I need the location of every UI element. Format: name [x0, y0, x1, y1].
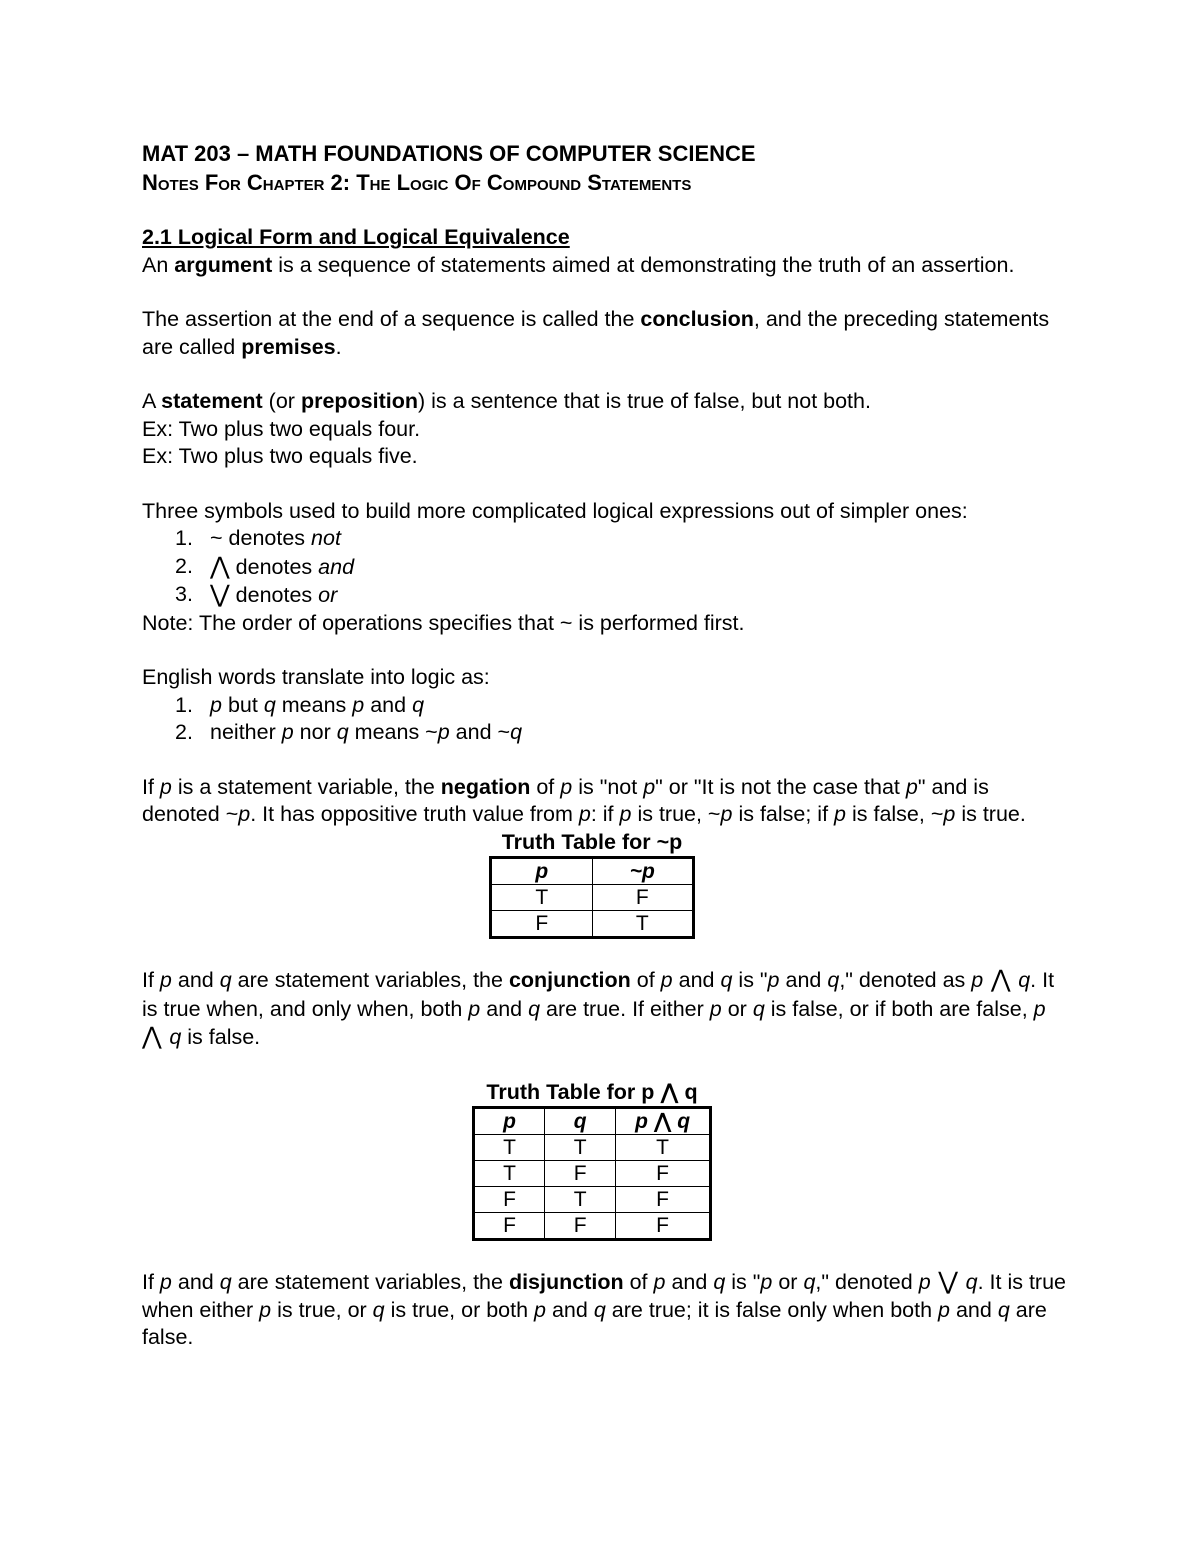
list-item: 3. ⋁ denotes or — [175, 580, 338, 608]
table-cell: F — [474, 1213, 545, 1240]
disjunction-paragraph: If p and q are statement variables, the disjunction of p and q is "p or q," denoted p ⋁ q. It is true when either p is true, or q is true, or both p and q are true; it is false only when both p and q are false. — [142, 1267, 1066, 1349]
symbols-list — [142, 525, 1072, 610]
table-row — [474, 1161, 711, 1187]
table-row — [491, 911, 694, 938]
order-note: Note: The order of operations specifies that ~ is performed first. — [142, 610, 745, 635]
table-row — [474, 1213, 711, 1240]
list-item: 1. p but q means p and q — [175, 692, 425, 717]
column-header: p — [474, 1108, 545, 1135]
table-cell: F — [616, 1161, 711, 1187]
page-content — [142, 140, 1072, 1352]
conjunction-paragraph: If p and q are statement variables, the conjunction of p and q is "p and q," denoted as p ⋀ q. It is true when, and only when, both p and q are true. If either p or q is false, or if both are false, p ⋀ q is false. — [142, 965, 1055, 1050]
symbols-intro: Three symbols used to build more complicated logical expressions out of simpler ones: — [142, 498, 968, 523]
example-line: Ex: Two plus two equals five. — [142, 444, 418, 468]
table-cell: T — [474, 1161, 545, 1187]
column-header: p ⋀ q — [616, 1108, 711, 1135]
english-list — [142, 692, 1072, 747]
table-cell: F — [491, 911, 593, 938]
argument-paragraph: An argument is a sequence of statements aimed at demonstrating the truth of an assertion. — [142, 252, 1015, 277]
table-row — [474, 1135, 711, 1161]
column-header: q — [545, 1108, 616, 1135]
table-cell: F — [545, 1161, 616, 1187]
table-cell: T — [491, 885, 593, 911]
table-row — [474, 1187, 711, 1213]
table-cell: F — [592, 885, 694, 911]
table-caption: Truth Table for p ⋀ q — [486, 1079, 698, 1104]
english-intro: English words translate into logic as: — [142, 665, 490, 689]
section-heading: 2.1 Logical Form and Logical Equivalence — [142, 225, 570, 249]
table-cell: T — [616, 1135, 711, 1161]
negation-truth-table — [489, 856, 695, 939]
list-item: 2. neither p nor q means ~p and ~q — [175, 720, 523, 744]
statement-paragraph: A statement (or preposition) is a sentence that is true of false, but not both. — [142, 389, 871, 413]
table-caption: Truth Table for ~p — [501, 829, 683, 854]
and-symbol: ⋀ — [210, 551, 230, 580]
table-cell: F — [545, 1213, 616, 1240]
negation-table-block — [112, 829, 1072, 940]
table-cell: F — [474, 1187, 545, 1213]
table-cell: F — [616, 1187, 711, 1213]
list-item: 1. ~ denotes not — [175, 526, 341, 550]
conjunction-table-block — [112, 1079, 1072, 1242]
table-cell: T — [474, 1135, 545, 1161]
table-cell: F — [616, 1213, 711, 1240]
or-symbol: ⋁ — [210, 580, 230, 608]
list-item: 2. ⋀ denotes and — [175, 551, 355, 580]
negation-paragraph: If p is a statement variable, the negation of p is "not p" or "It is not the case that p" and is denoted ~p. It has oppositive truth value from p: if p is true, ~p is false; if p is false, ~p is true. — [142, 774, 1026, 826]
tilde-symbol: ~ — [210, 526, 223, 550]
column-header: ~p — [592, 858, 694, 885]
table-cell: T — [545, 1187, 616, 1213]
conjunction-truth-table — [472, 1106, 712, 1241]
table-header-row — [491, 858, 694, 885]
table-cell: T — [592, 911, 694, 938]
column-header: p — [491, 858, 593, 885]
table-row — [491, 885, 694, 911]
table-cell: T — [545, 1135, 616, 1161]
table-header-row — [474, 1108, 711, 1135]
example-line: Ex: Two plus two equals four. — [142, 416, 421, 441]
conclusion-paragraph: The assertion at the end of a sequence is called the conclusion, and the preceding statements are called premises. — [142, 307, 1050, 359]
chapter-subtitle: Notes For Chapter 2: The Logic Of Compound Statements — [142, 170, 692, 195]
course-title: MAT 203 – MATH FOUNDATIONS OF COMPUTER SCIENCE — [142, 141, 756, 166]
